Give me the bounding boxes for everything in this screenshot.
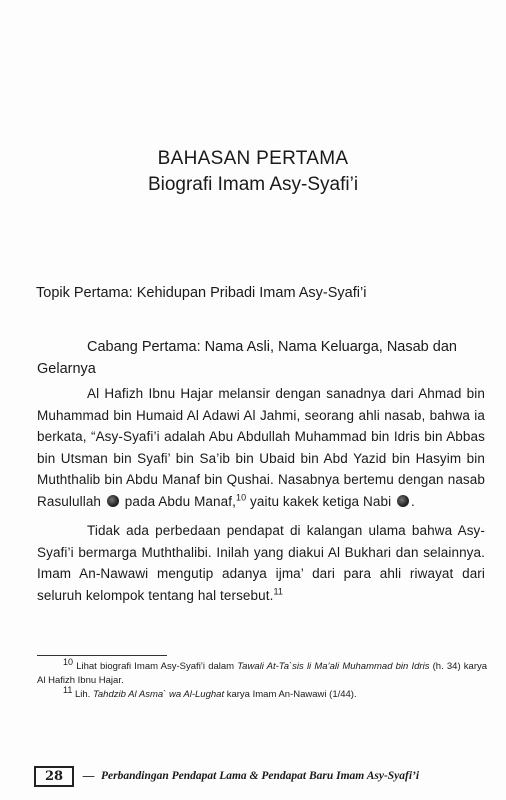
salawat-seal-icon <box>107 495 119 507</box>
footnotes <box>37 656 488 702</box>
paragraph-text: Al Hafizh Ibnu Hajar melansir dengan sanadnya dari Ahmad bin Muhammad bin Humaid Al Adawi Al Jahmi, seorang ahli nasab, bahwa ia berkata, “Asy-Syafi’i adalah Abu Abdullah Muhammad bin Idris bin Abbas bin Utsman bin Syafi’ bin Sa’ib bin Ubaid bin Abd Yazid bin Hasyim bin Muththalib bin Abdu Manaf bin Qushai. Nasabnya bertemu dengan nasab Rasulullah <box>37 386 485 509</box>
paragraph-text: Tidak ada perbedaan pendapat di kalangan ulama bahwa Asy-Syafi’i bermarga Muththalibi. Inilah yang diakui Al Bukhari dan selainnya. Imam An-Nawawi mengutip adanya ijma’ dari para ahli riwayat dari seluruh kelompok tentang hal tersebut. <box>37 523 485 603</box>
footnote-book-title: Tawali At-Ta`sis li Ma’ali Muhammad bin Idris <box>237 661 430 672</box>
paragraph-text: pada Abdu Manaf, <box>124 493 236 509</box>
footnote-11 <box>37 684 487 702</box>
footnote-ref: 11 <box>273 586 283 596</box>
footnote-text: Lih. <box>74 689 91 700</box>
running-title: Perbandingan Pendapat Lama & Pendapat Baru Imam Asy-Syafi’i <box>101 770 420 782</box>
footnote-text: (h. 34) karya Al Hafizh Ibnu Hajar. <box>37 661 488 686</box>
paragraph-nasab <box>37 383 485 512</box>
body-text <box>37 336 485 606</box>
paragraph-marga <box>37 520 485 606</box>
topic-heading: Topik Pertama: Kehidupan Pribadi Imam Asy-Syafi’i <box>36 285 367 301</box>
footnote-text: karya Imam An-Nawawi (1/44). <box>226 689 357 700</box>
chapter-subtitle: Biografi Imam Asy-Syafi’i <box>147 174 359 195</box>
footnote-ref: 10 <box>235 492 247 502</box>
chapter-heading <box>40 146 466 198</box>
chapter-title: BAHASAN PERTAMA <box>157 148 349 169</box>
page-footer <box>34 765 494 787</box>
section-heading: Cabang Pertama: Nama Asli, Nama Keluarga, Nasab dan Gelarnya <box>37 339 457 377</box>
paragraph-text: . <box>411 493 415 509</box>
paragraph-text: yaitu kakek ketiga Nabi <box>250 493 392 509</box>
footnote-10 <box>37 656 488 688</box>
footnote-divider <box>37 655 167 656</box>
footnote-number: 11 <box>63 684 73 695</box>
salawat-seal-icon <box>397 495 409 507</box>
footnote-book-title: Tahdzib Al Asma` wa Al-Lughat <box>92 689 225 700</box>
page-number: 28 <box>34 766 74 787</box>
footer-dash: — <box>82 768 95 784</box>
footnote-number: 10 <box>63 656 74 667</box>
footnote-text: Lihat biografi Imam Asy-Syafi’i dalam <box>76 661 235 672</box>
